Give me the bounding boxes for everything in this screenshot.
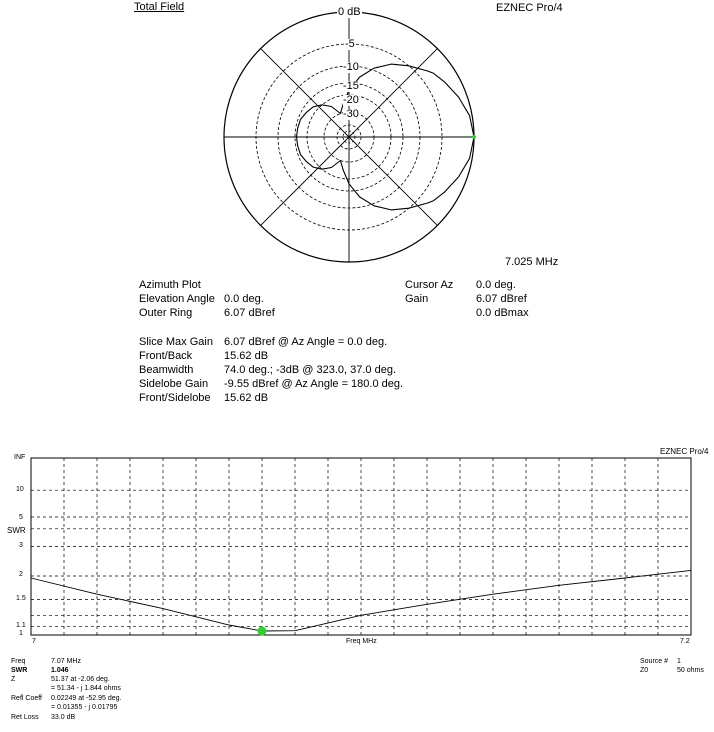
ring-label-15: -15 bbox=[343, 80, 359, 92]
ring-label-30: -30 bbox=[343, 108, 359, 120]
y-tick-5: 5 bbox=[19, 514, 23, 521]
front-sidelobe-label: Front/Sidelobe bbox=[139, 392, 211, 404]
x-tick-min: 7 bbox=[32, 638, 36, 645]
readout-z-value-rect: = 51.34 - j 1.844 ohms bbox=[51, 685, 121, 692]
swr-cursor-marker bbox=[258, 627, 267, 636]
ring-label-5: -5 bbox=[345, 38, 355, 50]
x-axis-label: Freq MHz bbox=[346, 638, 377, 645]
readout-z-value: 51.37 at -2.06 deg. bbox=[51, 676, 110, 683]
outer-ring-label: Outer Ring bbox=[139, 307, 193, 319]
elevation-value: 0.0 deg. bbox=[224, 293, 264, 305]
swr-brand: EZNEC Pro/4 bbox=[660, 447, 709, 456]
y-tick-inf: INF bbox=[14, 454, 26, 461]
gain-value: 6.07 dBref bbox=[476, 293, 527, 305]
readout-refl-label: Refl Coeff bbox=[11, 695, 42, 702]
front-sidelobe-value: 15.62 dB bbox=[224, 392, 269, 404]
readout-freq-label: Freq bbox=[11, 658, 26, 665]
y-tick-10: 10 bbox=[16, 486, 24, 493]
readout-source-label: Source # bbox=[640, 658, 669, 665]
plot-title: Total Field bbox=[134, 1, 185, 13]
beamwidth-label: Beamwidth bbox=[139, 364, 194, 376]
readout-z0-label: Z0 bbox=[640, 667, 649, 674]
y-tick-1: 1 bbox=[19, 630, 23, 637]
y-tick-3: 3 bbox=[19, 542, 23, 549]
sidelobe-gain-label: Sidelobe Gain bbox=[139, 378, 209, 390]
polar-frequency: 7.025 MHz bbox=[505, 256, 559, 268]
gain-value-dbmax: 0.0 dBmax bbox=[476, 307, 529, 319]
cursor-az-value: 0.0 deg. bbox=[476, 279, 516, 291]
y-tick-1-5: 1.5 bbox=[16, 595, 26, 602]
outer-ring-value: 6.07 dBref bbox=[224, 307, 275, 319]
y-tick-2: 2 bbox=[19, 571, 23, 578]
y-tick-1-1: 1.1 bbox=[16, 622, 26, 629]
ring-label-0db: 0 dB bbox=[338, 6, 361, 18]
front-back-value: 15.62 dB bbox=[224, 350, 269, 362]
readout-z-label: Z bbox=[11, 676, 16, 683]
ring-label-20: -20 bbox=[343, 94, 359, 106]
elevation-label: Elevation Angle bbox=[139, 293, 215, 305]
beamwidth-value: 74.0 deg.; -3dB @ 323.0, 37.0 deg. bbox=[224, 364, 397, 376]
readout-z0-value: 50 ohms bbox=[677, 667, 704, 674]
readout-ret-loss-value: 33.0 dB bbox=[51, 714, 76, 721]
polar-brand: EZNEC Pro/4 bbox=[496, 2, 563, 14]
swr-y-axis-label: SWR bbox=[7, 526, 26, 535]
readout-freq-value: 7.07 MHz bbox=[51, 658, 81, 665]
cursor-az-label: Cursor Az bbox=[405, 279, 454, 291]
front-back-label: Front/Back bbox=[139, 350, 193, 362]
slice-max-gain-value: 6.07 dBref @ Az Angle = 0.0 deg. bbox=[224, 336, 388, 348]
readout-refl-value: 0.02249 at -52.95 deg. bbox=[51, 695, 122, 702]
readout-source-value: 1 bbox=[677, 658, 681, 665]
readout-swr-value: 1.046 bbox=[51, 667, 69, 674]
ring-label-10: -10 bbox=[343, 61, 359, 73]
readout-swr-label: SWR bbox=[11, 667, 28, 674]
sidelobe-gain-value: -9.55 dBref @ Az Angle = 180.0 deg. bbox=[224, 378, 404, 390]
gain-label: Gain bbox=[405, 293, 429, 305]
plot-type: Azimuth Plot bbox=[139, 279, 201, 291]
readout-ret-loss-label: Ret Loss bbox=[11, 714, 39, 721]
slice-max-gain-label: Slice Max Gain bbox=[139, 336, 213, 348]
readout-refl-value-rect: = 0.01355 - j 0.01795 bbox=[51, 704, 118, 711]
x-tick-max: 7.2 bbox=[680, 638, 690, 645]
